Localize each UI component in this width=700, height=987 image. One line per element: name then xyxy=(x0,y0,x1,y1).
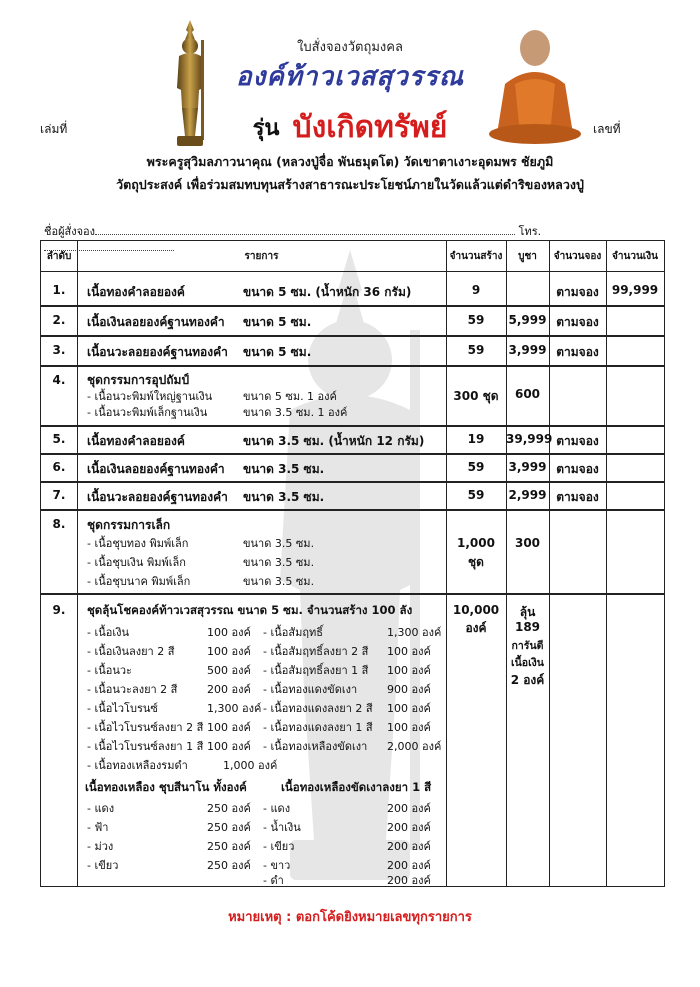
row-4-item: ชุดกรรมการอุปถัมป์ xyxy=(87,373,190,387)
phone-label: โทร. xyxy=(518,225,542,238)
header-price: บูชา xyxy=(518,250,537,262)
r9-left-6-qty: 100 องค์ xyxy=(207,721,251,734)
row-6-size: ขนาด 3.5 ซม. xyxy=(243,462,325,476)
r9-right-7-qty: 2,000 องค์ xyxy=(387,740,442,753)
orderer-name-field[interactable] xyxy=(95,224,515,235)
row-6-price: 3,999 xyxy=(508,460,547,474)
footer-note: หมายเหตุ : ตอกโค้ดยิงหมายเลขทุกรายการ xyxy=(228,910,472,925)
r9-group-b-title: เนื้อทองเหลืองขัดเงาลงยา 1 สี xyxy=(281,780,432,794)
orderer-label: ชื่อผู้สั่งจอง xyxy=(44,225,96,238)
row-9-made-2: องค์ xyxy=(465,621,487,635)
row-3-no: 3. xyxy=(52,343,66,357)
r9-left-1-name: - เนื้อเงิน xyxy=(87,626,130,639)
row-6-no: 6. xyxy=(52,460,66,474)
row-5-booking: ตามจอง xyxy=(556,434,599,448)
r9-right-4-name: - เนื้อทองแดงขัดเงา xyxy=(263,683,358,696)
r9-left-1-qty: 100 องค์ xyxy=(207,626,251,639)
r9-a-1-name: - แดง xyxy=(87,802,115,815)
book-number-label: เล่มที่ xyxy=(40,122,68,136)
row-4-no: 4. xyxy=(52,373,66,387)
r9-left-7-name: - เนื้อไวโบรนซ์ลงยา 1 สี xyxy=(87,740,204,753)
r9-right-2-name: - เนื้อสัมฤทธิ์ลงยา 2 สี xyxy=(263,645,369,658)
r9-b-3-name: - เขียว xyxy=(263,840,295,853)
row-4-sub-2-size: ขนาด 3.5 ซม. 1 องค์ xyxy=(243,406,348,419)
r9-right-6-name: - เนื้อทองแดงลงยา 1 สี xyxy=(263,721,373,734)
row-2-booking: ตามจอง xyxy=(556,315,599,329)
r9-b-1-name: - แดง xyxy=(263,802,291,815)
r9-left-3-qty: 500 องค์ xyxy=(207,664,251,677)
r9-right-3-name: - เนื้อสัมฤทธิ์ลงยา 1 สี xyxy=(263,664,369,677)
row-1-amount: 99,999 xyxy=(611,283,659,297)
row-4-price: 600 xyxy=(514,387,541,401)
row-8-sub-1-name: - เนื้อชุบทอง พิมพ์เล็ก xyxy=(87,537,189,550)
row-9-made-1: 10,000 xyxy=(452,603,500,617)
row-2-size: ขนาด 5 ซม. xyxy=(243,315,312,329)
row-5-price: 39,999 xyxy=(506,432,553,446)
row-3-size: ขนาด 5 ซม. xyxy=(243,345,312,359)
row-6-made: 59 xyxy=(467,460,485,474)
row-8-sub-3-size: ขนาด 3.5 ซม. xyxy=(243,575,315,588)
brand-title: องค์ท้าวเวสสุวรรณ xyxy=(236,62,464,92)
row-7-made: 59 xyxy=(467,488,485,502)
row-2-price: 5,999 xyxy=(508,313,547,327)
r9-a-1-qty: 250 องค์ xyxy=(207,802,251,815)
form-subtitle: ใบสั่งจองวัตถุมงคล xyxy=(297,40,403,55)
row-5-size: ขนาด 3.5 ซม. (น้ำหนัก 12 กรัม) xyxy=(243,434,425,448)
header-item: รายการ xyxy=(244,250,279,262)
row-8-sub-2-name: - เนื้อชุบเงิน พิมพ์เล็ก xyxy=(87,556,186,569)
row-2-item: เนื้อเงินลอยองค์ฐานทองคำ xyxy=(87,315,225,329)
r9-a-3-qty: 250 องค์ xyxy=(207,840,251,853)
row-5-no: 5. xyxy=(52,432,66,446)
row-9-price-3: การันตี xyxy=(511,640,544,652)
r9-left-4-name: - เนื้อนวะลงยา 2 สี xyxy=(87,683,178,696)
r9-left-5-qty: 1,300 องค์ xyxy=(207,702,262,715)
row-1-item: เนื้อทองคำลอยองค์ xyxy=(87,285,185,299)
r9-right-1-qty: 1,300 องค์ xyxy=(387,626,442,639)
r9-b-4-name: - ขาว xyxy=(263,859,291,872)
row-8-price: 300 xyxy=(514,536,541,550)
r9-right-5-qty: 100 องค์ xyxy=(387,702,431,715)
r9-b-5-name: - ดำ xyxy=(263,874,284,887)
r9-left-8-qty: 1,000 องค์ xyxy=(223,759,278,772)
r9-a-2-qty: 250 องค์ xyxy=(207,821,251,834)
r9-b-2-name: - น้ำเงิน xyxy=(263,821,301,834)
row-8-no: 8. xyxy=(52,517,66,531)
row-9-price-1: ลุ้น xyxy=(519,605,536,619)
r9-b-1-qty: 200 องค์ xyxy=(387,802,431,815)
row-1-booking: ตามจอง xyxy=(556,285,599,299)
row-7-no: 7. xyxy=(52,488,66,502)
r9-a-4-name: - เขียว xyxy=(87,859,119,872)
row-7-price: 2,999 xyxy=(508,488,547,502)
r9-right-2-qty: 100 องค์ xyxy=(387,645,431,658)
r9-left-2-name: - เนื้อเงินลงยา 2 สี xyxy=(87,645,175,658)
row-4-sub-1-name: - เนื้อนวะพิมพ์ใหญ่ฐานเงิน xyxy=(87,390,213,403)
r9-b-3-qty: 200 องค์ xyxy=(387,840,431,853)
row-8-made-1: 1,000 xyxy=(457,536,495,550)
row-8-sub-3-name: - เนื้อชุบนาค พิมพ์เล็ก xyxy=(87,575,191,588)
row-9-price-5: 2 องค์ xyxy=(510,673,545,687)
r9-right-5-name: - เนื้อทองแดงลงยา 2 สี xyxy=(263,702,373,715)
row-6-booking: ตามจอง xyxy=(556,462,599,476)
edition-label: รุ่น xyxy=(252,116,280,141)
r9-left-5-name: - เนื้อไวโบรนซ์ xyxy=(87,702,158,715)
edition-name: บังเกิดทรัพย์ xyxy=(292,110,448,145)
row-8-sub-1-size: ขนาด 3.5 ซม. xyxy=(243,537,315,550)
row-2-made: 59 xyxy=(467,313,485,327)
row-4-sub-2-name: - เนื้อนวะพิมพ์เล็กฐานเงิน xyxy=(87,406,208,419)
r9-left-8-name: - เนื้อทองเหลืองรมดำ xyxy=(87,759,188,772)
row-3-item: เนื้อนวะลอยองค์ฐานทองคำ xyxy=(87,345,228,359)
r9-group-a-title: เนื้อทองเหลือง ชุบสีนาโน ทั้งองค์ xyxy=(85,780,247,794)
row-5-item: เนื้อทองคำลอยองค์ xyxy=(87,434,185,448)
row-7-booking: ตามจอง xyxy=(556,490,599,504)
r9-right-6-qty: 100 องค์ xyxy=(387,721,431,734)
r9-left-4-qty: 200 องค์ xyxy=(207,683,251,696)
purpose-line: วัตถุประสงค์ เพื่อร่วมสมทบทุนสร้างสาธารณะประโยชน์ภายในวัดแล้วแต่ดำริของหลวงปู่ xyxy=(116,177,584,192)
row-1-size: ขนาด 5 ซม. (น้ำหนัก 36 กรัม) xyxy=(243,285,412,299)
row-9-price-4: เนื้อเงิน xyxy=(511,657,544,669)
r9-right-1-name: - เนื้อสัมฤทธิ์ xyxy=(263,626,323,639)
header-no: ลำดับ xyxy=(46,250,72,262)
row-3-booking: ตามจอง xyxy=(556,345,599,359)
r9-a-2-name: - ฟ้า xyxy=(87,821,109,834)
serial-number-label: เลขที่ xyxy=(593,122,621,136)
r9-right-7-name: - เนื้อทองเหลืองขัดเงา xyxy=(263,740,368,753)
r9-b-2-qty: 200 องค์ xyxy=(387,821,431,834)
header-made: จำนวนสร้าง xyxy=(449,250,503,262)
row-1-made: 9 xyxy=(471,283,481,297)
r9-right-4-qty: 900 องค์ xyxy=(387,683,431,696)
row-9-price-2: 189 xyxy=(514,620,541,634)
row-8-made-2: ชุด xyxy=(468,555,484,569)
r9-b-5-qty: 200 องค์ xyxy=(387,874,431,887)
r9-b-4-qty: 200 องค์ xyxy=(387,859,431,872)
r9-left-6-name: - เนื้อไวโบรนซ์ลงยา 2 สี xyxy=(87,721,204,734)
row-2-no: 2. xyxy=(52,313,66,327)
row-9-no: 9. xyxy=(52,603,66,617)
r9-a-4-qty: 250 องค์ xyxy=(207,859,251,872)
order-table xyxy=(40,240,665,887)
row-1-no: 1. xyxy=(52,283,66,297)
header-amount: จำนวนเงิน xyxy=(612,250,658,262)
row-4-sub-1-size: ขนาด 5 ซม. 1 องค์ xyxy=(243,390,337,403)
row-3-made: 59 xyxy=(467,343,485,357)
row-7-item: เนื้อนวะลอยองค์ฐานทองคำ xyxy=(87,490,228,504)
row-3-price: 3,999 xyxy=(508,343,547,357)
r9-left-7-qty: 100 องค์ xyxy=(207,740,251,753)
temple-line: พระครูสุวิมลภาวนาคุณ (หลวงปู่จื่อ พันธมุตโต) วัดเขาตาเงาะอุดมพร ชัยภูมิ xyxy=(146,154,554,169)
row-8-sub-2-size: ขนาด 3.5 ซม. xyxy=(243,556,315,569)
header-booking: จำนวนจอง xyxy=(553,250,602,262)
r9-right-3-qty: 100 องค์ xyxy=(387,664,431,677)
row-6-item: เนื้อเงินลอยองค์ฐานทองคำ xyxy=(87,462,225,476)
row-8-item: ชุดกรรมการเล็ก xyxy=(87,518,171,532)
row-4-made: 300 ชุด xyxy=(453,389,499,403)
row-9-item: ชุดลุ้นโชคองค์ท้าวเวสสุวรรณ ขนาด 5 ซม. จำนวนสร้าง 100 ลัง xyxy=(87,603,413,617)
r9-left-3-name: - เนื้อนวะ xyxy=(87,664,132,677)
row-5-made: 19 xyxy=(467,432,485,446)
r9-a-3-name: - ม่วง xyxy=(87,840,114,853)
r9-left-2-qty: 100 องค์ xyxy=(207,645,251,658)
row-7-size: ขนาด 3.5 ซม. xyxy=(243,490,325,504)
